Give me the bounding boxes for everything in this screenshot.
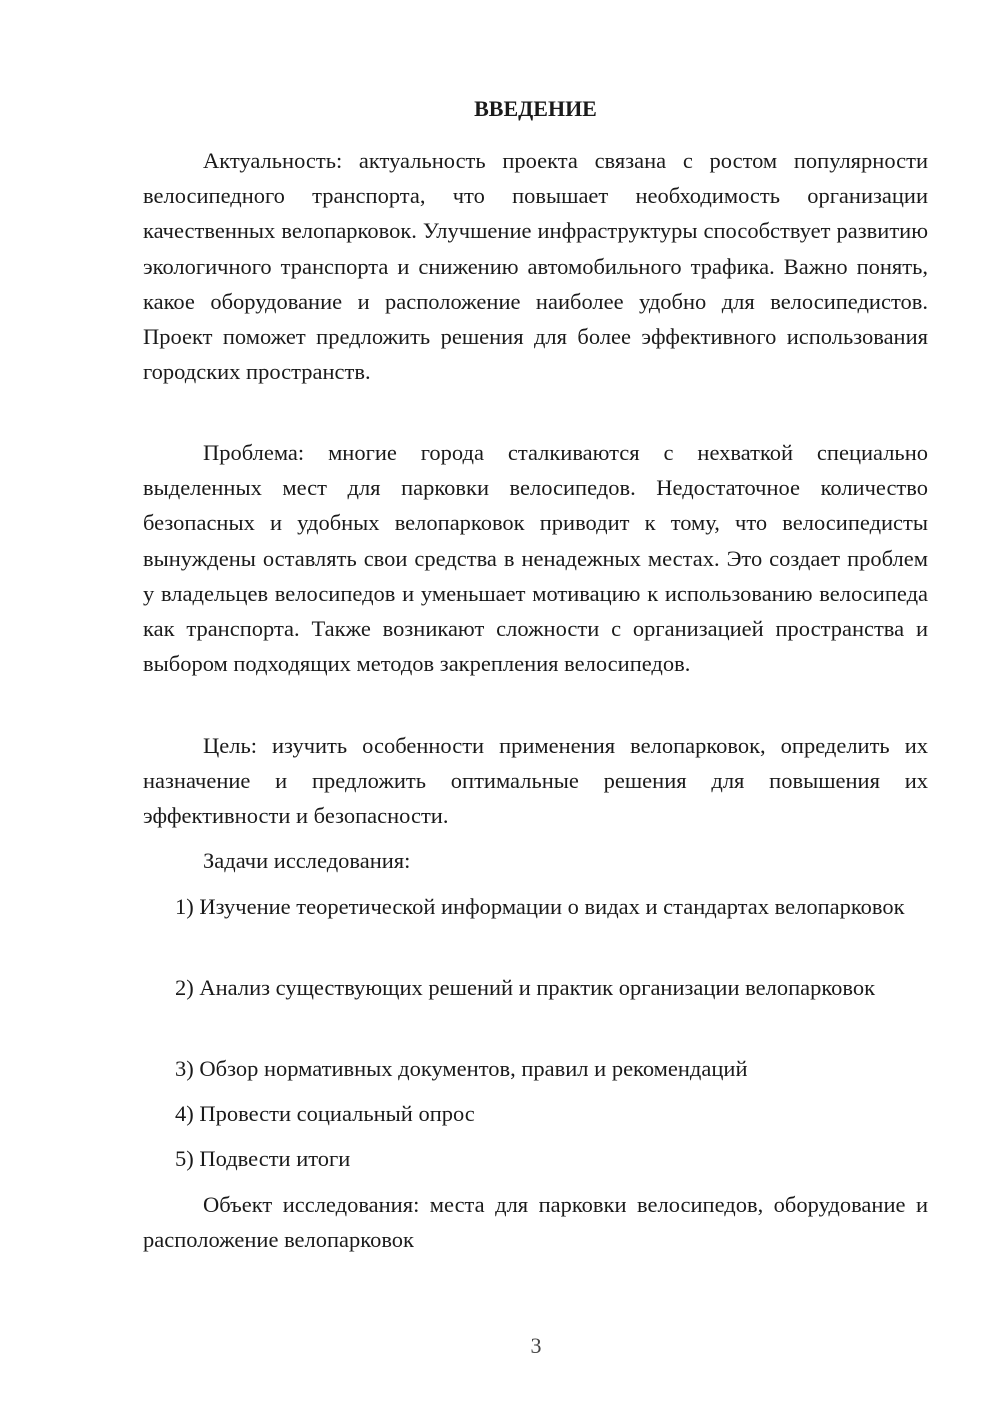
list-item: 3) Обзор нормативных документов, правил и рекомендаций: [175, 1056, 748, 1081]
object-text: Объект исследования: места для парковки велосипедов, оборудование и расположение велопарковок: [143, 1192, 928, 1253]
list-item: 4) Провести социальный опрос: [175, 1101, 475, 1126]
page-number: 3: [530, 1333, 542, 1358]
problem-text: Проблема: многие города сталкиваются с нехваткой специально выделенных мест для парковки велосипедов. Недостаточное количество безопасных и удобных велопарковок приводит к тому, что велосипедисты вынуждены оставлять свои средства в ненадежных местах. Это создает проблем у владельцев велосипедов и уменьшает мотивацию к использованию велосипеда как транспорта. Также возникают сложности с организацией пространства и выбором подходящих методов закрепления велосипедов.: [143, 440, 928, 677]
list-item: 2) Анализ существующих решений и практик организации велопарковок: [175, 975, 876, 1000]
task-item-3-block: [143, 1051, 928, 1086]
goal-text: Цель: изучить особенности применения велопарковок, определить их назначение и предложить оптимальные решения для повышения их эффективности и безопасности.: [143, 733, 928, 829]
task-item-4-block: [143, 1096, 928, 1131]
relevance-paragraph: [143, 143, 928, 389]
task-item-5-block: [143, 1141, 928, 1176]
list-item: 1) Изучение теоретической информации о видах и стандартах велопарковок: [175, 894, 905, 919]
tasks-heading: Задачи исследования:: [203, 848, 411, 873]
problem-paragraph: [143, 435, 928, 681]
tasks-heading-paragraph: [143, 843, 928, 878]
object-paragraph: [143, 1187, 928, 1257]
task-item-2-block: [143, 970, 928, 1005]
task-item-1-block: [143, 889, 928, 924]
relevance-text: Актуальность: актуальность проекта связана с ростом популярности велосипедного транспорта, что повышает необходимость организации качественных велопарковок. Улучшение инфраструктуры способствует развитию экологичного транспорта и снижению автомобильного трафика. Важно понять, какое оборудование и расположение наиболее удобно для велосипедистов. Проект поможет предложить решения для более эффективного использования городских пространств.: [143, 148, 928, 385]
list-item: 5) Подвести итоги: [175, 1146, 351, 1171]
goal-paragraph: [143, 728, 928, 834]
page-title: ВВЕДЕНИЕ: [474, 96, 597, 121]
